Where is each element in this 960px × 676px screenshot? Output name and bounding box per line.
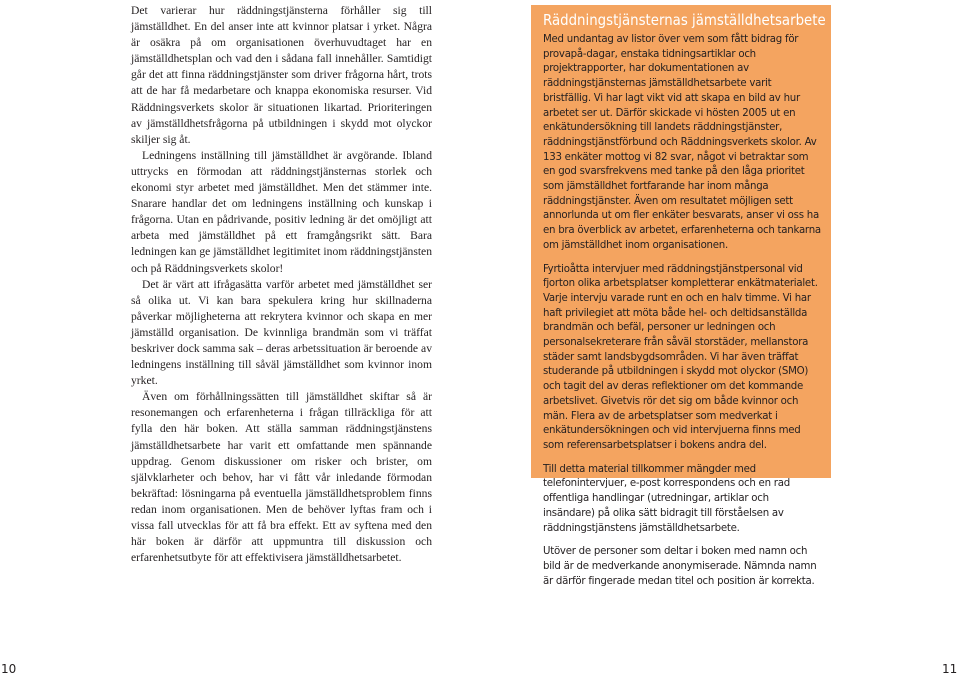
fact-box-paragraph: Fyrtioåtta intervjuer med räddningstjänstpersonal vid fjorton olika arbetsplatser kompletterar enkätmaterialet. Varje intervju varade runt en och en halv timme. Vi har haft privilegiet att möta både hel- och deltidsanställda brandmän och befäl, personer ur ledningen och personalsekreterare från såväl storstäder, mellanstora städer samt landsbygdsområden. Vi har även träffat studerande på utbildningen i skydd mot olyckor (SMO) och tagit del av deras reflektioner om det kommande arbetslivet. Givetvis rör det sig om både kvinnor och män. Flera av de arbetsplatser som medverkat i enkätundersökningen och vid intervjuerna finns med som referensarbetsplatser i bokens andra del. [543,263,818,451]
fact-box-title: Räddningstjänsternas jämställdhetsarbete [543,11,826,29]
body-paragraph: Ledningens inställning till jämställdhet är avgörande. Ibland uttrycks en förmodan att räddningstjänsternas storlek och ekonomi styr arbetet med jämställdhet. Men det stämmer inte. Snarare handlar det om ledningens inställning och kunskap i frågorna. Utan en pådrivande, positiv ledning är det omöjligt att arbeta med jämställdhet på ett framgångsrikt sätt. Bara ledningen kan ge jämställdhet legitimitet inom räddningstjänsten och på Räddningsverkets skolor! [131,148,432,275]
fact-box-paragraph: Med undantag av listor över vem som fått bidrag för provapå-dagar, enstaka tidningsartiklar och projektrapporter, har dokumentationen av räddningstjänsternas jämställdhetsarbete varit bristfällig. Vi har lagt vikt vid att skapa en bild av hur arbetet ser ut. Därför skickade vi hösten 2005 ut en enkätundersökning till landets räddningstjänster, räddningstjänstförbund och Räddningsverkets skolor. Av 133 enkäter mottog vi 82 svar, något vi betraktar som en god svarsfrekvens med tanke på den låga prioritet som jämställdhet fortfarande har inom många räddningstjänster. Även om resultatet möjligen sett annorlunda ut om fler enkäter besvarats, anser vi oss ha en bra överblick av arbetet, erfarenheterna och tankarna om jämställdhet inom organisationen. [543,34,821,251]
body-paragraph: Även om förhållningssätten till jämställdhet skiftar så är resonemangen och erfarenheterna i frågan tillräckliga för att fylla den här boken. Att ställa samman räddningstjänstens jämställdhetsarbete har varit ett omfattande men spännande uppdrag. Genom diskussioner om risker och brister, om självklarheter och behov, har vi fått vår inledande förmodan bekräftad: lösningarna på eventuella jämställdhetsproblem finns redan inom organisationen. Men de behöver lyftas fram och i vissa fall utvecklas för att få bra effekt. Ett av syftena med den här boken är därför att uppmuntra till diskussion och erfarenhetsutbyte för att effektivisera jämställdhetsarbetet. [131,390,432,565]
body-paragraph: Det är värt att ifrågasätta varför arbetet med jämställdhet ser så olika ut. Vi kan bara spekulera kring hur skillnaderna påverkar möjligheterna att rekrytera kvinnor och skapa en mer jämställd organisation. De kvinnliga brandmän som vi träffat beskriver dock samma sak – deras arbetssituation är beroende av ledningens inställning till såväl jämställdhet som kvinnor inom yrket. [131,277,432,388]
body-paragraph: Det varierar hur räddningstjänsterna förhåller sig till jämställdhet. En del anser inte att kvinnor platsar i yrket. Några är osäkra på om organisationen överhuvudtaget har en jämställdhetsplan och vad den i sådana fall innehåller. Samtidigt går det att finna räddningstjänster som driver frågorna hårt, trots att de har få medarbetare och knappa ekonomiska resurser. Vid Räddningsverkets skolor är situationen likartad. Prioriteringen av jämställdhetsfrågorna på utbildningen i skydd mot olyckor skiljer sig åt. [131,4,432,146]
fact-box [531,5,831,587]
fact-box-paragraph: Till detta material tillkommer mängder med telefonintervjuer, e-post korrespondens och en rad offentliga handlingar (utredningar, artiklar och insändare) på olika sätt bidragit till förståelsen av räddningstjänstens jämställdhetsarbete. [543,463,790,534]
page-number-left: 10 [1,662,17,676]
body-text-column [131,3,432,566]
page-number-right: 11 [942,662,958,676]
fact-box-paragraph: Utöver de personer som deltar i boken med namn och bild är de medverkande anonymiserade. Nämnda namn är därför fingerade medan titel och position är korrekta. [543,546,817,587]
